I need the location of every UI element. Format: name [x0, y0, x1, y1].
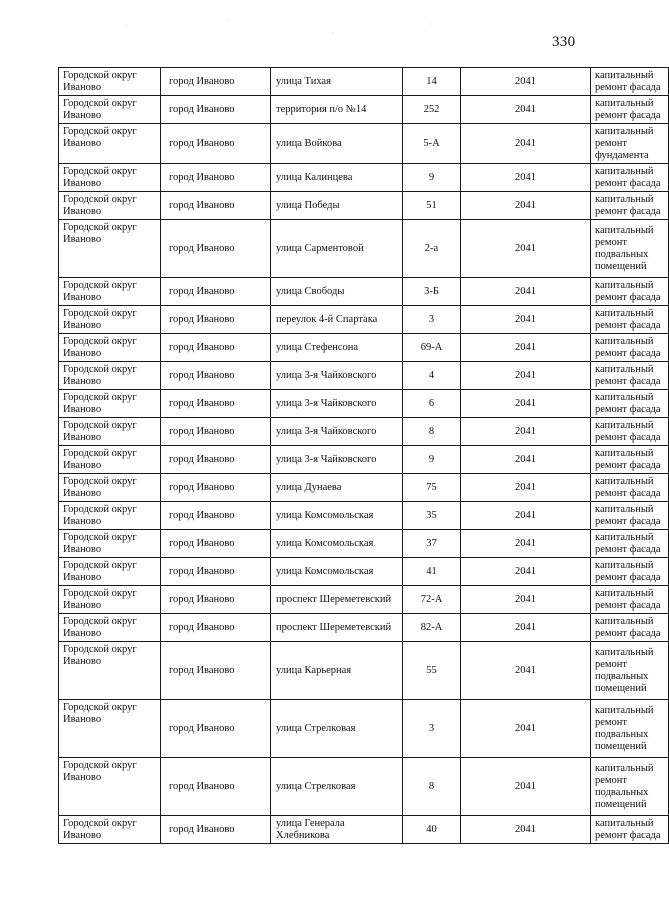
street-cell: улица Войкова [271, 124, 403, 164]
city-cell: город Иваново [161, 96, 271, 124]
table-row [59, 530, 669, 558]
table-row [59, 642, 669, 700]
street-cell: проспект Шереметевский [271, 586, 403, 614]
house-cell: 8 [403, 758, 461, 816]
year-cell: 2041 [461, 614, 591, 642]
district-cell: Городской округ Иваново [59, 700, 161, 758]
city-cell: город Иваново [161, 306, 271, 334]
house-cell: 2-а [403, 220, 461, 278]
district-cell: Городской округ Иваново [59, 586, 161, 614]
work-type-cell: капитальный ремонт фасада [591, 502, 669, 530]
table-row [59, 446, 669, 474]
table-row [59, 586, 669, 614]
year-cell: 2041 [461, 642, 591, 700]
year-cell: 2041 [461, 558, 591, 586]
district-cell: Городской округ Иваново [59, 334, 161, 362]
year-cell: 2041 [461, 446, 591, 474]
page-number: 330 [552, 34, 576, 50]
work-type-cell: капитальный ремонт фасада [591, 68, 669, 96]
street-cell: улица Стрелковая [271, 758, 403, 816]
street-cell: улица Комсомольская [271, 530, 403, 558]
house-cell: 72-А [403, 586, 461, 614]
work-type-cell: капитальный ремонт фасада [591, 446, 669, 474]
district-cell: Городской округ Иваново [59, 758, 161, 816]
table-row [59, 700, 669, 758]
street-cell: улица Свободы [271, 278, 403, 306]
work-type-cell: капитальный ремонт фасада [591, 278, 669, 306]
house-cell: 4 [403, 362, 461, 390]
table-row [59, 558, 669, 586]
district-cell: Городской округ Иваново [59, 362, 161, 390]
table-row [59, 192, 669, 220]
table-row [59, 278, 669, 306]
house-cell: 14 [403, 68, 461, 96]
year-cell: 2041 [461, 220, 591, 278]
district-cell: Городской округ Иваново [59, 614, 161, 642]
table-row [59, 68, 669, 96]
year-cell: 2041 [461, 758, 591, 816]
city-cell: город Иваново [161, 558, 271, 586]
street-cell: улица 3-я Чайковского [271, 362, 403, 390]
city-cell: город Иваново [161, 586, 271, 614]
street-cell: территория п/о №14 [271, 96, 403, 124]
street-cell: улица Генерала Хлебникова [271, 816, 403, 844]
work-type-cell: капитальный ремонт фасада [591, 418, 669, 446]
street-cell: улица Стефенсона [271, 334, 403, 362]
city-cell: город Иваново [161, 192, 271, 220]
city-cell: город Иваново [161, 278, 271, 306]
house-cell: 3 [403, 700, 461, 758]
table-row [59, 334, 669, 362]
city-cell: город Иваново [161, 68, 271, 96]
district-cell: Городской округ Иваново [59, 164, 161, 192]
year-cell: 2041 [461, 278, 591, 306]
city-cell: город Иваново [161, 390, 271, 418]
house-cell: 37 [403, 530, 461, 558]
district-cell: Городской округ Иваново [59, 446, 161, 474]
table-row [59, 614, 669, 642]
table-row [59, 96, 669, 124]
district-cell: Городской округ Иваново [59, 530, 161, 558]
house-cell: 82-А [403, 614, 461, 642]
house-cell: 6 [403, 390, 461, 418]
year-cell: 2041 [461, 390, 591, 418]
city-cell: город Иваново [161, 362, 271, 390]
year-cell: 2041 [461, 530, 591, 558]
work-type-cell: капитальный ремонт подвальных помещений [591, 220, 669, 278]
city-cell: город Иваново [161, 446, 271, 474]
scan-noise [60, 8, 500, 54]
street-cell: переулок 4-й Спартака [271, 306, 403, 334]
table-row [59, 306, 669, 334]
district-cell: Городской округ Иваново [59, 816, 161, 844]
street-cell: улица 3-я Чайковского [271, 418, 403, 446]
house-cell: 55 [403, 642, 461, 700]
table-row [59, 390, 669, 418]
year-cell: 2041 [461, 362, 591, 390]
district-cell: Городской округ Иваново [59, 68, 161, 96]
year-cell: 2041 [461, 96, 591, 124]
street-cell: улица 3-я Чайковского [271, 390, 403, 418]
year-cell: 2041 [461, 192, 591, 220]
year-cell: 2041 [461, 474, 591, 502]
house-cell: 69-А [403, 334, 461, 362]
city-cell: город Иваново [161, 164, 271, 192]
table-row [59, 124, 669, 164]
street-cell: проспект Шереметевский [271, 614, 403, 642]
repair-schedule-table [58, 67, 669, 844]
work-type-cell: капитальный ремонт фундамента [591, 124, 669, 164]
street-cell: улица Дунаева [271, 474, 403, 502]
table-row [59, 502, 669, 530]
house-cell: 8 [403, 418, 461, 446]
work-type-cell: капитальный ремонт фасада [591, 558, 669, 586]
year-cell: 2041 [461, 306, 591, 334]
district-cell: Городской округ Иваново [59, 502, 161, 530]
house-cell: 35 [403, 502, 461, 530]
work-type-cell: капитальный ремонт фасада [591, 306, 669, 334]
house-cell: 41 [403, 558, 461, 586]
table-row [59, 418, 669, 446]
work-type-cell: капитальный ремонт фасада [591, 192, 669, 220]
year-cell: 2041 [461, 816, 591, 844]
house-cell: 75 [403, 474, 461, 502]
house-cell: 3-Б [403, 278, 461, 306]
street-cell: улица Комсомольская [271, 502, 403, 530]
city-cell: город Иваново [161, 474, 271, 502]
work-type-cell: капитальный ремонт подвальных помещений [591, 758, 669, 816]
street-cell: улица Победы [271, 192, 403, 220]
work-type-cell: капитальный ремонт фасада [591, 164, 669, 192]
district-cell: Городской округ Иваново [59, 558, 161, 586]
city-cell: город Иваново [161, 124, 271, 164]
city-cell: город Иваново [161, 220, 271, 278]
house-cell: 40 [403, 816, 461, 844]
work-type-cell: капитальный ремонт фасада [591, 390, 669, 418]
table-row [59, 816, 669, 844]
district-cell: Городской округ Иваново [59, 124, 161, 164]
house-cell: 252 [403, 96, 461, 124]
work-type-cell: капитальный ремонт фасада [591, 334, 669, 362]
house-cell: 9 [403, 164, 461, 192]
year-cell: 2041 [461, 418, 591, 446]
district-cell: Городской округ Иваново [59, 390, 161, 418]
city-cell: город Иваново [161, 700, 271, 758]
year-cell: 2041 [461, 164, 591, 192]
work-type-cell: капитальный ремонт фасада [591, 530, 669, 558]
house-cell: 51 [403, 192, 461, 220]
street-cell: улица Стрелковая [271, 700, 403, 758]
work-type-cell: капитальный ремонт фасада [591, 362, 669, 390]
year-cell: 2041 [461, 586, 591, 614]
table-row [59, 220, 669, 278]
district-cell: Городской округ Иваново [59, 278, 161, 306]
district-cell: Городской округ Иваново [59, 418, 161, 446]
house-cell: 9 [403, 446, 461, 474]
city-cell: город Иваново [161, 816, 271, 844]
work-type-cell: капитальный ремонт фасада [591, 586, 669, 614]
house-cell: 5-А [403, 124, 461, 164]
table-row [59, 362, 669, 390]
table-row [59, 758, 669, 816]
year-cell: 2041 [461, 502, 591, 530]
street-cell: улица 3-я Чайковского [271, 446, 403, 474]
district-cell: Городской округ Иваново [59, 306, 161, 334]
work-type-cell: капитальный ремонт фасада [591, 614, 669, 642]
city-cell: город Иваново [161, 614, 271, 642]
city-cell: город Иваново [161, 334, 271, 362]
year-cell: 2041 [461, 68, 591, 96]
city-cell: город Иваново [161, 502, 271, 530]
work-type-cell: капитальный ремонт фасада [591, 474, 669, 502]
work-type-cell: капитальный ремонт фасада [591, 96, 669, 124]
street-cell: улица Тихая [271, 68, 403, 96]
year-cell: 2041 [461, 700, 591, 758]
district-cell: Городской округ Иваново [59, 96, 161, 124]
house-cell: 3 [403, 306, 461, 334]
year-cell: 2041 [461, 124, 591, 164]
district-cell: Городской округ Иваново [59, 220, 161, 278]
work-type-cell: капитальный ремонт подвальных помещений [591, 642, 669, 700]
city-cell: город Иваново [161, 530, 271, 558]
street-cell: улица Карьерная [271, 642, 403, 700]
city-cell: город Иваново [161, 758, 271, 816]
street-cell: улица Калинцева [271, 164, 403, 192]
table-row [59, 164, 669, 192]
year-cell: 2041 [461, 334, 591, 362]
work-type-cell: капитальный ремонт фасада [591, 816, 669, 844]
street-cell: улица Сарментовой [271, 220, 403, 278]
city-cell: город Иваново [161, 642, 271, 700]
district-cell: Городской округ Иваново [59, 192, 161, 220]
city-cell: город Иваново [161, 418, 271, 446]
street-cell: улица Комсомольская [271, 558, 403, 586]
work-type-cell: капитальный ремонт подвальных помещений [591, 700, 669, 758]
table-row [59, 474, 669, 502]
district-cell: Городской округ Иваново [59, 474, 161, 502]
district-cell: Городской округ Иваново [59, 642, 161, 700]
